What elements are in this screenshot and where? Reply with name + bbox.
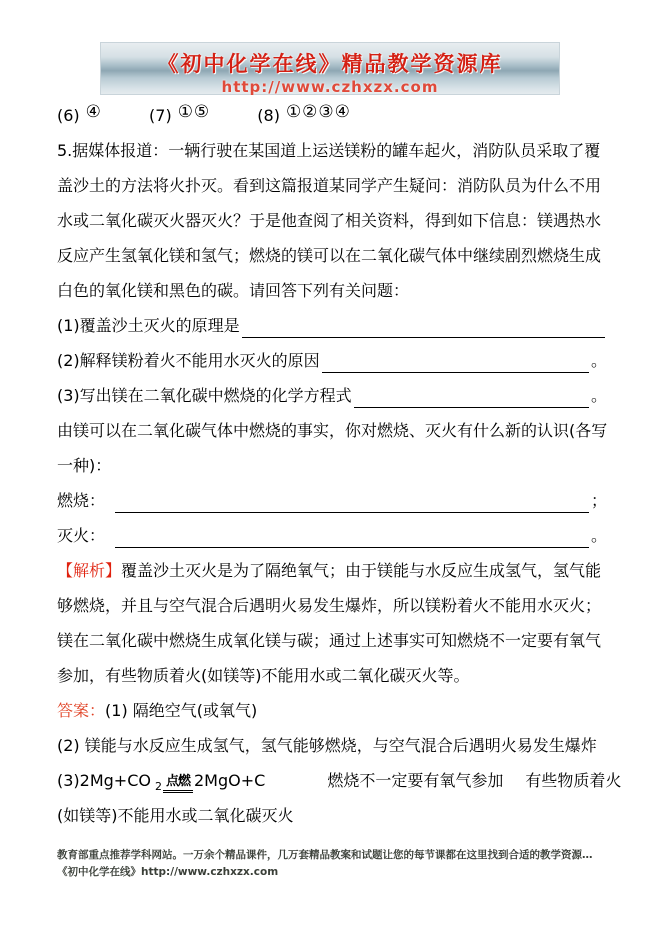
answer-key-q8 <box>257 102 351 125</box>
equation-products: 2MgO+C <box>194 771 266 790</box>
answer-label: 答案： <box>57 701 106 720</box>
sub-question-2 <box>57 343 607 378</box>
question-text-line: 反应产生氢氧化镁和氢气；燃烧的镁可以在二氧化碳气体中继续剧烈燃烧生成 <box>57 246 602 265</box>
sub-question-3-label: (3)写出镁在二氧化碳中燃烧的化学方程式 <box>57 386 352 405</box>
footer-text: 教育部重点推荐学科网站。一万余个精品课件，几万套精品教案和试题让您的每节课都在这里找到合适的教学资源…《初中化学在线》 <box>57 849 593 878</box>
answer-key-q8-value: ①②③④ <box>285 102 351 122</box>
analysis-line: 镁在二氧化碳中燃烧生成氧化镁与碳；通过上述事实可知燃烧不一定要有氧气 <box>57 631 602 650</box>
footer-url[interactable]: http://www.czhxzx.com <box>141 866 279 878</box>
answer-key-row <box>57 98 607 133</box>
answer-key-q8-label: (8) <box>257 106 280 125</box>
analysis-text: 覆盖沙土灭火是为了隔绝氧气；由于镁能与水反应生成氢气，氢气能 <box>121 561 602 580</box>
answer-key-q7-value: ①⑤ <box>177 102 211 122</box>
analysis-line: 够燃烧，并且与空气混合后遇明火易发生爆炸，所以镁粉着火不能用水灭火； <box>57 596 602 615</box>
answer-line-3-equation <box>57 763 622 798</box>
question-text-line: 由镁可以在二氧化碳气体中燃烧的事实，你对燃烧、灭火有什么新的认识(各写 <box>57 421 608 440</box>
answer-blank <box>115 524 589 548</box>
answer-3-note-2: 有些物质着火 <box>525 771 622 790</box>
analysis-line: 参加，有些物质着火(如镁等)不能用水或二氧化碳灭火等。 <box>57 666 470 685</box>
banner-title: 《初中化学在线》精品教学资源库 <box>157 52 503 76</box>
question-text-line: 水或二氧化碳灭火器灭火？于是他查阅了相关资料，得到如下信息：镁遇热水 <box>57 211 602 230</box>
sub-question-1 <box>57 308 607 343</box>
burn-blank-row <box>57 483 607 518</box>
extinguish-label: 灭火： <box>57 526 106 545</box>
sub-question-2-label: (2)解释镁粉着火不能用水灭火的原因 <box>57 351 320 370</box>
question-text-line: 白色的氧化镁和黑色的碳。请回答下列有关问题： <box>57 281 410 300</box>
answer-key-q7 <box>149 102 211 125</box>
sub-question-2-period: 。 <box>590 351 607 370</box>
question-text-line: 5.据媒体报道：一辆行驶在某国道上运送镁粉的罐车起火，消防队员采取了覆 <box>57 141 601 160</box>
extinguish-period: 。 <box>590 526 607 545</box>
equation-reactants: (3)2Mg+CO <box>57 771 151 790</box>
answer-key-q6 <box>57 102 102 125</box>
answer-key-q6-value: ④ <box>85 102 102 122</box>
answer-3-note-1: 燃烧不一定要有氧气参加 <box>327 771 504 790</box>
answer-line-1 <box>57 693 607 728</box>
equation-condition: 点燃 <box>163 775 193 793</box>
document-body <box>57 98 622 833</box>
answer-line-3-continued: (如镁等)不能用水或二氧化碳灭火 <box>57 806 294 825</box>
banner-url: http://www.czhxzx.com <box>221 78 439 95</box>
extinguish-blank-row <box>57 518 607 553</box>
sub-question-3 <box>57 378 607 413</box>
sub-question-1-label: (1)覆盖沙土灭火的原理是 <box>57 316 240 335</box>
equation-subscript: 2 <box>154 780 162 793</box>
question-text-line: 盖沙土的方法将火扑灭。看到这篇报道某同学产生疑问：消防队员为什么不用 <box>57 176 602 195</box>
answer-blank <box>322 349 589 373</box>
banner-image <box>100 42 560 95</box>
burn-label: 燃烧： <box>57 491 106 510</box>
analysis-line <box>57 553 607 588</box>
analysis-label: 【解析】 <box>57 561 122 580</box>
answer-blank <box>115 489 589 513</box>
answer-blank <box>354 384 589 408</box>
answer-blank <box>242 314 605 338</box>
answer-1-text: (1) 隔绝空气(或氧气) <box>105 701 258 720</box>
burn-semicolon: ； <box>590 491 607 510</box>
question-text-line: 一种)： <box>57 456 112 475</box>
page-footer <box>57 847 613 881</box>
sub-question-3-period: 。 <box>590 386 607 405</box>
answer-key-q7-label: (7) <box>149 106 172 125</box>
answer-line-2: (2) 镁能与水反应生成氢气，氢气能够燃烧，与空气混合后遇明火易发生爆炸 <box>57 736 597 755</box>
answer-key-q6-label: (6) <box>57 106 80 125</box>
